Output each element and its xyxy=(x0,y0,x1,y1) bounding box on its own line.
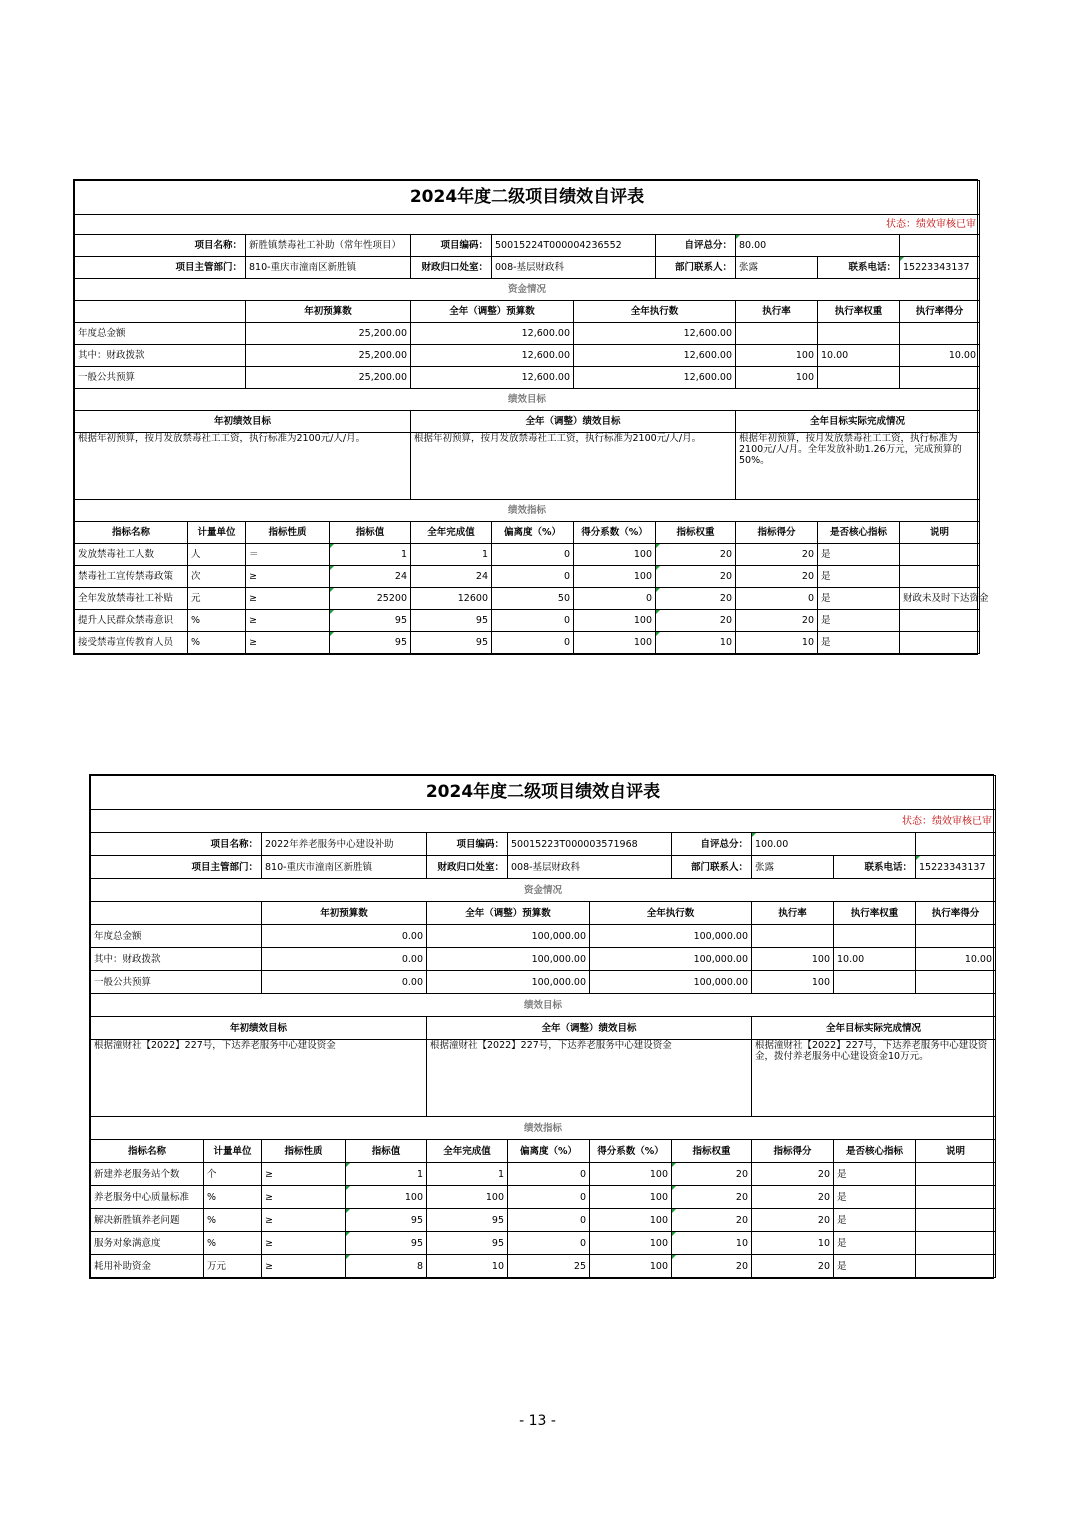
indicator-weight: 20 xyxy=(672,1209,752,1232)
self-score-label: 自评总分： xyxy=(656,235,736,257)
project-name-label: 项目名称： xyxy=(91,833,262,856)
indicator-score: 20 xyxy=(752,1163,834,1186)
indicator-name: 接受禁毒宣传教育人员 xyxy=(75,632,188,654)
indicator-done: 10 xyxy=(427,1255,508,1278)
fund-row xyxy=(91,948,996,971)
fund-weight: 10.00 xyxy=(834,948,916,971)
fund-header: 全年（调整）预算数 xyxy=(427,902,590,925)
indicator-name: 服务对象满意度 xyxy=(91,1232,204,1255)
fund-row xyxy=(91,971,996,994)
indicator-coefficient: 100 xyxy=(574,610,656,632)
fund-weight xyxy=(818,323,900,345)
indicator-score: 20 xyxy=(752,1186,834,1209)
fund-header: 执行率得分 xyxy=(900,301,980,323)
indicator-note xyxy=(916,1186,996,1209)
indicator-header-row xyxy=(91,1140,996,1163)
dept-label: 项目主管部门： xyxy=(91,856,262,879)
contact-label: 部门联系人： xyxy=(672,856,752,879)
indicator-score: 20 xyxy=(752,1209,834,1232)
fund-row xyxy=(75,323,980,345)
indicator-row xyxy=(91,1232,996,1255)
self-score-value: 80.00 xyxy=(736,235,900,257)
indicator-score: 20 xyxy=(736,610,818,632)
contact-value: 张露 xyxy=(736,257,818,279)
indicator-note xyxy=(900,544,980,566)
project-name-label: 项目名称： xyxy=(75,235,246,257)
goal-actual: 根据年初预算，按月发放禁毒社工工资，执行标准为2100元/人/月。全年发放补助1.26万元，完成预算的50%。 xyxy=(736,433,980,500)
finance-office-value: 008-基层财政科 xyxy=(492,257,656,279)
indicator-unit: % xyxy=(188,632,246,654)
fund-initial: 25,200.00 xyxy=(246,345,411,367)
goal-section-header: 绩效目标 xyxy=(91,994,996,1017)
indicator-done: 100 xyxy=(427,1186,508,1209)
indicator-header: 指标权重 xyxy=(672,1140,752,1163)
fund-rate: 100 xyxy=(736,345,818,367)
indicator-core: 是 xyxy=(818,544,900,566)
fund-header-blank xyxy=(91,902,262,925)
indicator-unit: % xyxy=(204,1209,262,1232)
indicator-target: 8 xyxy=(346,1255,427,1278)
indicator-header: 全年完成值 xyxy=(411,522,492,544)
indicator-header: 计量单位 xyxy=(188,522,246,544)
status-text: 状态：绩效审核已审 xyxy=(75,215,980,235)
indicator-row xyxy=(91,1163,996,1186)
indicator-header: 指标值 xyxy=(346,1140,427,1163)
indicator-header: 指标值 xyxy=(330,522,411,544)
indicator-target: 95 xyxy=(346,1232,427,1255)
indicator-header: 指标名称 xyxy=(75,522,188,544)
self-score-blank xyxy=(916,833,996,856)
indicator-score: 10 xyxy=(752,1232,834,1255)
fund-initial: 0.00 xyxy=(262,925,427,948)
fund-score xyxy=(916,925,996,948)
indicator-weight: 20 xyxy=(672,1186,752,1209)
fund-initial: 0.00 xyxy=(262,948,427,971)
indicator-deviation: 0 xyxy=(492,544,574,566)
fund-header-blank xyxy=(75,301,246,323)
goal-header: 年初绩效目标 xyxy=(91,1017,427,1040)
fund-score: 10.00 xyxy=(900,345,980,367)
fund-section-header: 资金情况 xyxy=(75,279,980,301)
phone-value: 15223343137 xyxy=(916,856,996,879)
indicator-section-header: 绩效指标 xyxy=(75,500,980,522)
indicator-coefficient: 100 xyxy=(590,1255,672,1278)
form-title: 2024年度二级项目绩效自评表 xyxy=(91,776,996,810)
indicator-row xyxy=(91,1186,996,1209)
indicator-weight: 20 xyxy=(656,544,736,566)
indicator-coefficient: 0 xyxy=(574,588,656,610)
indicator-target: 25200 xyxy=(330,588,411,610)
fund-rate: 100 xyxy=(736,367,818,389)
indicator-deviation: 0 xyxy=(492,632,574,654)
project-name-value: 新胜镇禁毒社工补助（常年性项目） xyxy=(246,235,411,257)
goal-adjusted: 根据年初预算，按月发放禁毒社工工资，执行标准为2100元/人/月。 xyxy=(411,433,736,500)
indicator-note xyxy=(900,610,980,632)
indicator-score: 0 xyxy=(736,588,818,610)
indicator-name: 发放禁毒社工人数 xyxy=(75,544,188,566)
phone-value: 15223343137 xyxy=(900,257,980,279)
indicator-note xyxy=(916,1163,996,1186)
fund-header: 全年执行数 xyxy=(590,902,752,925)
indicator-nature: ≥ xyxy=(262,1209,346,1232)
dept-value: 810-重庆市潼南区新胜镇 xyxy=(246,257,411,279)
indicator-row xyxy=(75,566,980,588)
goal-adjusted: 根据潼财社【2022】227号，下达养老服务中心建设资金 xyxy=(427,1040,752,1117)
form-title: 2024年度二级项目绩效自评表 xyxy=(75,181,980,215)
indicator-coefficient: 100 xyxy=(574,632,656,654)
indicator-row xyxy=(75,632,980,654)
fund-row-label: 年度总金额 xyxy=(91,925,262,948)
fund-row-label: 其中：财政拨款 xyxy=(75,345,246,367)
indicator-unit: 个 xyxy=(204,1163,262,1186)
fund-header: 年初预算数 xyxy=(262,902,427,925)
indicator-deviation: 0 xyxy=(492,610,574,632)
fund-row-label: 一般公共预算 xyxy=(75,367,246,389)
status-text: 状态：绩效审核已审 xyxy=(91,810,996,833)
fund-weight xyxy=(818,367,900,389)
indicator-name: 禁毒社工宣传禁毒政策 xyxy=(75,566,188,588)
self-score-blank xyxy=(900,235,980,257)
indicator-unit: 人 xyxy=(188,544,246,566)
indicator-score: 10 xyxy=(736,632,818,654)
indicator-done: 95 xyxy=(427,1232,508,1255)
indicator-nature: ≥ xyxy=(262,1186,346,1209)
indicator-row xyxy=(91,1255,996,1278)
indicator-done: 95 xyxy=(411,632,492,654)
indicator-header: 说明 xyxy=(916,1140,996,1163)
fund-initial: 0.00 xyxy=(262,971,427,994)
fund-rate: 100 xyxy=(752,971,834,994)
indicator-header: 偏离度（%） xyxy=(492,522,574,544)
fund-header: 年初预算数 xyxy=(246,301,411,323)
indicator-done: 12600 xyxy=(411,588,492,610)
indicator-target: 24 xyxy=(330,566,411,588)
fund-row-label: 一般公共预算 xyxy=(91,971,262,994)
indicator-score: 20 xyxy=(736,544,818,566)
indicator-name: 提升人民群众禁毒意识 xyxy=(75,610,188,632)
indicator-header: 指标性质 xyxy=(246,522,330,544)
evaluation-table xyxy=(90,775,996,1278)
fund-adjusted: 12,600.00 xyxy=(411,367,574,389)
indicator-core: 是 xyxy=(834,1163,916,1186)
goal-header: 全年目标实际完成情况 xyxy=(736,411,980,433)
fund-weight xyxy=(834,925,916,948)
fund-rate xyxy=(752,925,834,948)
fund-initial: 25,200.00 xyxy=(246,367,411,389)
indicator-nature: ≥ xyxy=(246,610,330,632)
finance-office-label: 财政归口处室： xyxy=(427,856,508,879)
indicator-unit: 元 xyxy=(188,588,246,610)
indicator-unit: % xyxy=(204,1232,262,1255)
fund-header: 执行率 xyxy=(752,902,834,925)
dept-value: 810-重庆市潼南区新胜镇 xyxy=(262,856,427,879)
fund-executed: 12,600.00 xyxy=(574,345,736,367)
indicator-weight: 10 xyxy=(672,1232,752,1255)
indicator-done: 95 xyxy=(411,610,492,632)
indicator-unit: 次 xyxy=(188,566,246,588)
goal-row xyxy=(75,433,980,500)
fund-rate: 100 xyxy=(752,948,834,971)
indicator-score: 20 xyxy=(752,1255,834,1278)
fund-score: 10.00 xyxy=(916,948,996,971)
project-code-label: 项目编码： xyxy=(411,235,492,257)
goal-header: 全年（调整）绩效目标 xyxy=(411,411,736,433)
fund-score xyxy=(916,971,996,994)
indicator-weight: 20 xyxy=(656,610,736,632)
fund-row-label: 其中：财政拨款 xyxy=(91,948,262,971)
indicator-nature: ≥ xyxy=(246,632,330,654)
indicator-header: 指标名称 xyxy=(91,1140,204,1163)
fund-executed: 100,000.00 xyxy=(590,971,752,994)
fund-executed: 12,600.00 xyxy=(574,367,736,389)
indicator-target: 95 xyxy=(330,632,411,654)
project-code-value: 50015223T000003571968 xyxy=(508,833,672,856)
fund-executed: 100,000.00 xyxy=(590,948,752,971)
indicator-core: 是 xyxy=(834,1232,916,1255)
fund-score xyxy=(900,367,980,389)
indicator-coefficient: 100 xyxy=(590,1209,672,1232)
indicator-deviation: 50 xyxy=(492,588,574,610)
goal-initial: 根据年初预算，按月发放禁毒社工工资，执行标准为2100元/人/月。 xyxy=(75,433,411,500)
indicator-core: 是 xyxy=(834,1186,916,1209)
contact-label: 部门联系人： xyxy=(656,257,736,279)
indicator-name: 新建养老服务站个数 xyxy=(91,1163,204,1186)
page-number: - 13 - xyxy=(519,1413,556,1429)
fund-row xyxy=(75,345,980,367)
indicator-weight: 20 xyxy=(656,566,736,588)
fund-adjusted: 12,600.00 xyxy=(411,323,574,345)
indicator-deviation: 0 xyxy=(508,1163,590,1186)
indicator-header: 是否核心指标 xyxy=(818,522,900,544)
indicator-target: 95 xyxy=(346,1209,427,1232)
indicator-name: 解决新胜镇养老问题 xyxy=(91,1209,204,1232)
fund-row xyxy=(91,925,996,948)
fund-weight: 10.00 xyxy=(818,345,900,367)
fund-adjusted: 100,000.00 xyxy=(427,971,590,994)
fund-adjusted: 100,000.00 xyxy=(427,948,590,971)
indicator-coefficient: 100 xyxy=(590,1163,672,1186)
indicator-core: 是 xyxy=(834,1255,916,1278)
indicator-nature: ≥ xyxy=(262,1255,346,1278)
indicator-header: 指标性质 xyxy=(262,1140,346,1163)
indicator-note xyxy=(900,566,980,588)
indicator-nature: ≥ xyxy=(262,1232,346,1255)
indicator-done: 1 xyxy=(411,544,492,566)
goal-header: 全年（调整）绩效目标 xyxy=(427,1017,752,1040)
evaluation-form-1 xyxy=(73,179,989,655)
indicator-name: 养老服务中心质量标准 xyxy=(91,1186,204,1209)
fund-executed: 100,000.00 xyxy=(590,925,752,948)
finance-office-value: 008-基层财政科 xyxy=(508,856,672,879)
project-code-label: 项目编码： xyxy=(427,833,508,856)
indicator-header: 指标得分 xyxy=(752,1140,834,1163)
evaluation-table xyxy=(74,180,989,654)
evaluation-form-2 xyxy=(89,774,994,1279)
fund-section-header: 资金情况 xyxy=(91,879,996,902)
project-code-value: 50015224T000004236552 xyxy=(492,235,656,257)
indicator-nature: ≥ xyxy=(246,566,330,588)
indicator-header: 计量单位 xyxy=(204,1140,262,1163)
project-name-value: 2022年养老服务中心建设补助 xyxy=(262,833,427,856)
self-score-label: 自评总分： xyxy=(672,833,752,856)
self-score-value: 100.00 xyxy=(752,833,916,856)
indicator-deviation: 0 xyxy=(508,1232,590,1255)
indicator-target: 95 xyxy=(330,610,411,632)
indicator-row xyxy=(75,588,980,610)
fund-header: 执行率权重 xyxy=(818,301,900,323)
indicator-header: 全年完成值 xyxy=(427,1140,508,1163)
indicator-nature: ≥ xyxy=(246,588,330,610)
indicator-header: 得分系数（%） xyxy=(574,522,656,544)
indicator-core: 是 xyxy=(818,632,900,654)
indicator-note xyxy=(916,1232,996,1255)
indicator-row xyxy=(75,544,980,566)
fund-header: 执行率得分 xyxy=(916,902,996,925)
fund-header: 执行率权重 xyxy=(834,902,916,925)
indicator-done: 24 xyxy=(411,566,492,588)
indicator-score: 20 xyxy=(736,566,818,588)
fund-weight xyxy=(834,971,916,994)
indicator-name: 全年发放禁毒社工补贴 xyxy=(75,588,188,610)
indicator-core: 是 xyxy=(818,566,900,588)
indicator-deviation: 0 xyxy=(492,566,574,588)
indicator-row xyxy=(91,1209,996,1232)
indicator-unit: % xyxy=(204,1186,262,1209)
contact-value: 张露 xyxy=(752,856,834,879)
indicator-row xyxy=(75,610,980,632)
indicator-note xyxy=(916,1209,996,1232)
indicator-weight: 20 xyxy=(672,1163,752,1186)
phone-label: 联系电话： xyxy=(834,856,916,879)
indicator-coefficient: 100 xyxy=(590,1232,672,1255)
indicator-target: 1 xyxy=(330,544,411,566)
indicator-section-header: 绩效指标 xyxy=(91,1117,996,1140)
indicator-note xyxy=(916,1255,996,1278)
indicator-nature: ≥ xyxy=(262,1163,346,1186)
indicator-note xyxy=(900,632,980,654)
fund-executed: 12,600.00 xyxy=(574,323,736,345)
goal-initial: 根据潼财社【2022】227号，下达养老服务中心建设资金 xyxy=(91,1040,427,1117)
indicator-target: 1 xyxy=(346,1163,427,1186)
indicator-weight: 10 xyxy=(656,632,736,654)
goal-header: 年初绩效目标 xyxy=(75,411,411,433)
fund-header: 执行率 xyxy=(736,301,818,323)
indicator-header: 得分系数（%） xyxy=(590,1140,672,1163)
indicator-coefficient: 100 xyxy=(574,544,656,566)
indicator-deviation: 0 xyxy=(508,1209,590,1232)
dept-label: 项目主管部门： xyxy=(75,257,246,279)
goal-row xyxy=(91,1040,996,1117)
indicator-core: 是 xyxy=(818,610,900,632)
indicator-name: 耗用补助资金 xyxy=(91,1255,204,1278)
fund-adjusted: 100,000.00 xyxy=(427,925,590,948)
finance-office-label: 财政归口处室： xyxy=(411,257,492,279)
indicator-deviation: 0 xyxy=(508,1186,590,1209)
indicator-unit: 万元 xyxy=(204,1255,262,1278)
indicator-target: 100 xyxy=(346,1186,427,1209)
indicator-note: 财政未及时下达资金 xyxy=(900,588,980,610)
indicator-weight: 20 xyxy=(672,1255,752,1278)
indicator-header: 指标得分 xyxy=(736,522,818,544)
indicator-deviation: 25 xyxy=(508,1255,590,1278)
fund-header: 全年执行数 xyxy=(574,301,736,323)
phone-label: 联系电话： xyxy=(818,257,900,279)
fund-rate xyxy=(736,323,818,345)
indicator-unit: % xyxy=(188,610,246,632)
goal-header: 全年目标实际完成情况 xyxy=(752,1017,996,1040)
fund-row xyxy=(75,367,980,389)
indicator-header: 说明 xyxy=(900,522,980,544)
indicator-header: 偏离度（%） xyxy=(508,1140,590,1163)
indicator-done: 95 xyxy=(427,1209,508,1232)
indicator-done: 1 xyxy=(427,1163,508,1186)
fund-header: 全年（调整）预算数 xyxy=(411,301,574,323)
indicator-coefficient: 100 xyxy=(590,1186,672,1209)
indicator-core: 是 xyxy=(834,1209,916,1232)
indicator-header: 是否核心指标 xyxy=(834,1140,916,1163)
fund-score xyxy=(900,323,980,345)
fund-row-label: 年度总金额 xyxy=(75,323,246,345)
goal-section-header: 绩效目标 xyxy=(75,389,980,411)
indicator-header: 指标权重 xyxy=(656,522,736,544)
indicator-core: 是 xyxy=(818,588,900,610)
goal-actual: 根据潼财社【2022】227号，下达养老服务中心建设资金，拨付养老服务中心建设资金10万元。 xyxy=(752,1040,996,1117)
indicator-coefficient: 100 xyxy=(574,566,656,588)
indicator-weight: 20 xyxy=(656,588,736,610)
fund-adjusted: 12,600.00 xyxy=(411,345,574,367)
indicator-nature: ＝ xyxy=(246,544,330,566)
indicator-header-row xyxy=(75,522,980,544)
fund-initial: 25,200.00 xyxy=(246,323,411,345)
